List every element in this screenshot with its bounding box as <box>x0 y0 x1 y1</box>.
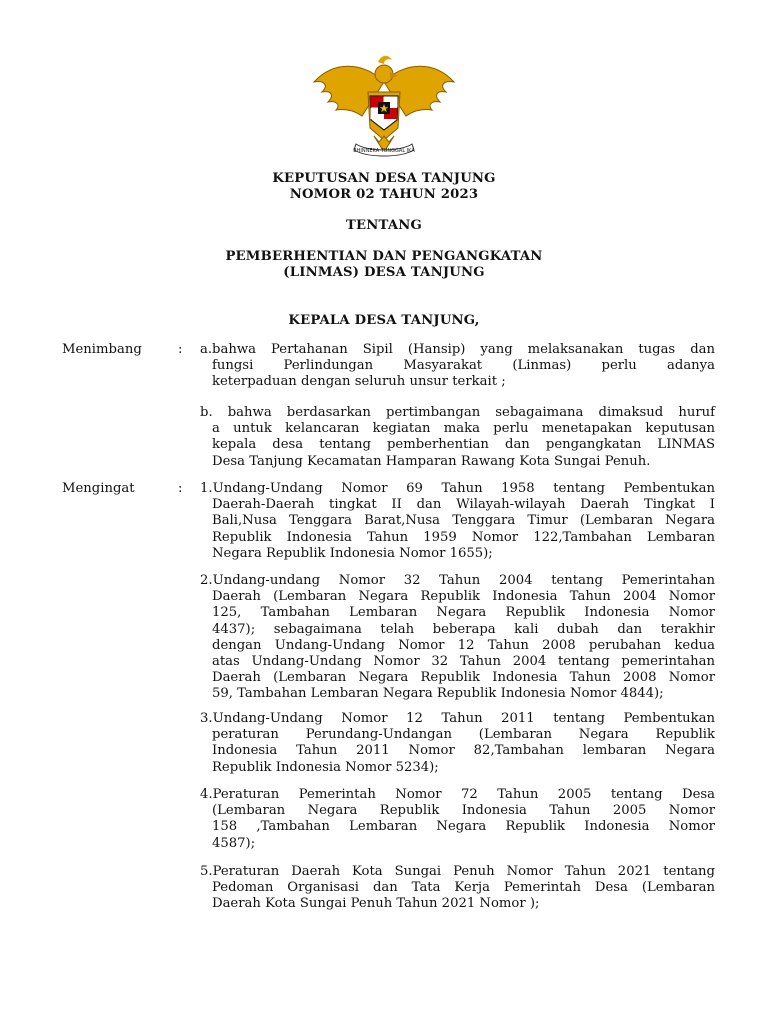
text-line: kepala desa tentang pemberhentian dan pengangkatan LINMAS <box>212 437 715 453</box>
text-line: Daerah (Lembaran Negara Republik Indonesia Tahun 2004 Nomor <box>212 589 715 605</box>
text-line: 2.Undang-undang Nomor 32 Tahun 2004 tentang Pemerintahan <box>200 573 715 588</box>
mengingat-colon: : <box>178 481 183 496</box>
text-line: 3.Undang-Undang Nomor 12 Tahun 2011 tentang Pembentukan <box>200 711 715 726</box>
mengingat-label: Mengingat <box>62 481 135 496</box>
text-line: 4587); <box>212 835 256 851</box>
text-line: keterpaduan dengan seluruh unsur terkait ; <box>212 374 506 390</box>
text-line: Indonesia Tahun 2011 Nomor 82,Tambahan lembaran Negara <box>212 743 715 759</box>
text-line: dengan Undang-Undang Nomor 12 Tahun 2008 perubahan kedua <box>212 637 715 653</box>
text-line: a untuk kelancaran kegiatan maka perlu menetapakan keputusan <box>212 421 715 437</box>
text-line: atas Undang-Undang Nomor 32 Tahun 2004 tentang pemerintahan <box>212 653 715 669</box>
text-line: Desa Tanjung Kecamatan Hamparan Rawang Kota Sungai Penuh. <box>212 453 651 469</box>
subject-line-1: PEMBERHENTIAN DAN PENGANGKATAN <box>225 249 543 264</box>
text-line: 4437); sebagaimana telah beberapa kali dubah dan terakhir <box>212 621 715 637</box>
text-line: a.bahwa Pertahanan Sipil (Hansip) yang melaksanakan tugas dan <box>200 342 715 357</box>
emblem-motto: BHINNEKA TUNGGAL IKA <box>353 148 415 154</box>
text-line: Negara Republik Indonesia Nomor 1655); <box>212 545 493 561</box>
text-line: 1.Undang-Undang Nomor 69 Tahun 1958 tentang Pembentukan <box>200 481 715 496</box>
text-line: Pedoman Organisasi dan Tata Kerja Pemerintah Desa (Lembaran <box>212 880 715 896</box>
subject-line-2: (LINMAS) DESA TANJUNG <box>283 265 485 280</box>
text-line: 59, Tambahan Lembaran Negara Republik Indonesia Nomor 4844); <box>212 686 664 702</box>
text-line: Republik Indonesia Tahun 1959 Nomor 122,Tambahan Lembaran <box>212 529 715 545</box>
decree-title: KEPUTUSAN DESA TANJUNG <box>272 171 496 186</box>
garuda-emblem-icon <box>304 52 464 162</box>
text-line: fungsi Perlindungan Masyarakat (Linmas) perlu adanya <box>212 358 715 374</box>
text-line: Bali,Nusa Tenggara Barat,Nusa Tenggara Timur (Lembaran Negara <box>212 513 715 529</box>
text-line: 125, Tambahan Lembaran Negara Republik Indonesia Nomor <box>212 605 715 621</box>
text-line: Daerah Kota Sungai Penuh Tahun 2021 Nomor ); <box>212 896 540 912</box>
menimbang-item-a <box>200 342 715 391</box>
menimbang-label: Menimbang <box>62 342 142 357</box>
mengingat-item-1 <box>200 481 715 562</box>
mengingat-item-3 <box>200 711 715 776</box>
tentang-heading: TENTANG <box>346 218 422 233</box>
text-line: peraturan Perundang-Undangan (Lembaran Negara Republik <box>212 727 715 743</box>
text-line: Republik Indonesia Nomor 5234); <box>212 759 439 775</box>
text-line: 4.Peraturan Pemerintah Nomor 72 Tahun 2005 tentang Desa <box>200 787 715 802</box>
mengingat-item-2 <box>200 573 715 703</box>
text-line: b. bahwa berdasarkan pertimbangan sebagaimana dimaksud huruf <box>200 405 715 420</box>
text-line: 5.Peraturan Daerah Kota Sungai Penuh Nomor Tahun 2021 tentang <box>200 864 715 879</box>
text-line: (Lembaran Negara Republik Indonesia Tahun 2005 Nomor <box>212 803 715 819</box>
text-line: Daerah-Daerah tingkat II dan Wilayah-wilayah Daerah Tingkat I <box>212 497 715 513</box>
mengingat-item-4 <box>200 787 715 852</box>
official-title: KEPALA DESA TANJUNG, <box>288 313 480 328</box>
decree-number: NOMOR 02 TAHUN 2023 <box>289 187 479 202</box>
text-line: 158 ,Tambahan Lembaran Negara Republik Indonesia Nomor <box>212 819 715 835</box>
text-line: Daerah (Lembaran Negara Republik Indonesia Tahun 2008 Nomor <box>212 670 715 686</box>
mengingat-item-5 <box>200 864 715 913</box>
menimbang-item-b <box>200 405 715 470</box>
menimbang-colon: : <box>178 342 183 357</box>
